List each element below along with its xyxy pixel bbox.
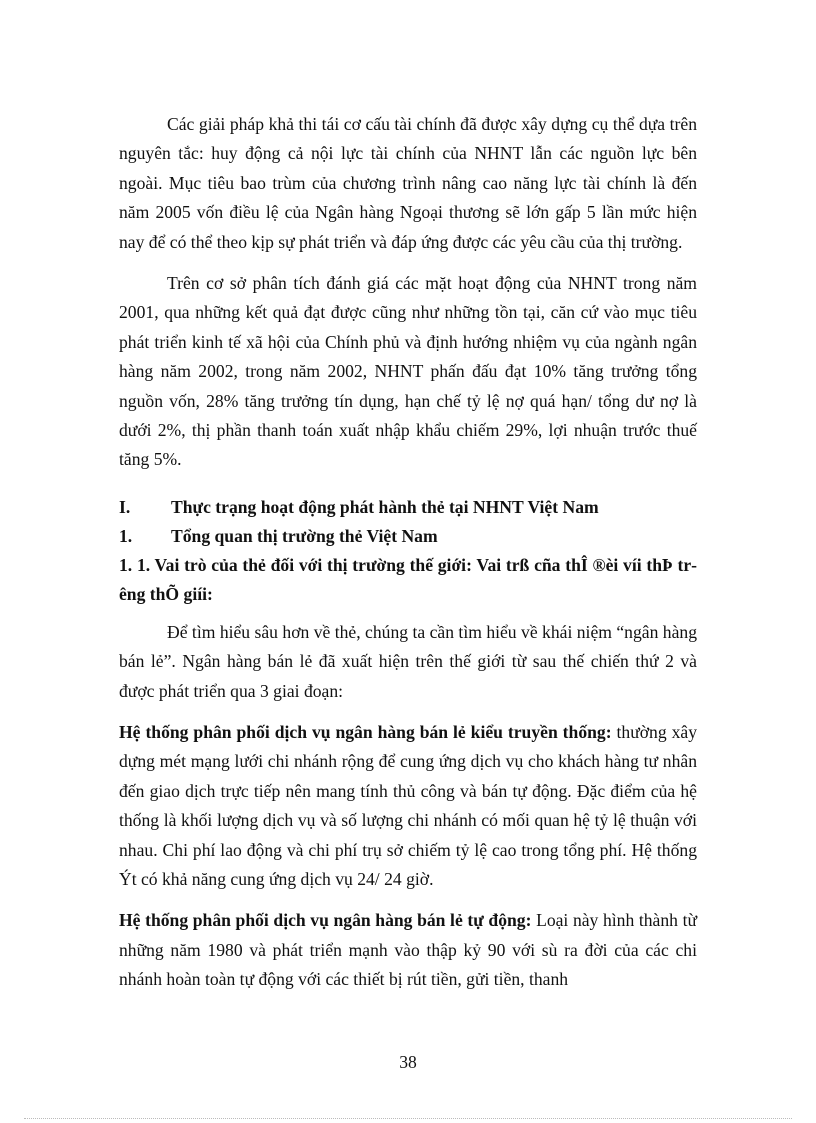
paragraph-body: thường xây dựng mét mạng lưới chi nhánh rộng để cung ứng dịch vụ cho khách hàng tư nhân đến giao dịch trực tiếp nên mang tính thủ công và bán tự động. Đặc điểm của hệ thống là khối lượng dịch vụ và số lượng chi nhánh có mối quan hệ tỷ lệ thuận với nhau. Chi phí lao động và chi phí trụ sở chiếm tỷ lệ cao trong tổng phí. Hệ thống Ýt có khả năng cung ứng dịch vụ 24/ 24 giờ. bbox=[119, 721, 697, 889]
subsection-heading-1 bbox=[119, 522, 697, 551]
section-heading-I bbox=[119, 493, 697, 522]
paragraph-body: Loại này hình thành từ những năm 1980 và phát triển mạnh vào thập kỷ 90 với sù ra đời của các chi nhánh hoàn toàn tự động với các thiết bị rút tiền, gửi tiền, thanh bbox=[119, 910, 697, 990]
subsubsection-heading-1-1: 1. 1. Vai trò của thẻ đối với thị trường thế giới: Vai trß cña thÎ ®èi víi thÞ trêng thÕ giíi: bbox=[119, 554, 697, 605]
page-content bbox=[119, 110, 697, 995]
page-number: 38 bbox=[399, 1052, 417, 1072]
paragraph-financial-restructuring: Các giải pháp khả thi tái cơ cấu tài chính đã được xây dựng cụ thể dựa trên nguyên tắc: huy động cả nội lực tài chính của NHNT lẫn các nguồn lực bên ngoài. Mục tiêu bao trùm của chương trình nâng cao năng lực tài chính là đến năm 2005 vốn điều lệ của Ngân hàng Ngoại thương sẽ lớn gấp 5 lần mức hiện nay để có thể theo kịp sự phát triển và đáp ứng được các yêu cầu của thị trường. bbox=[119, 114, 697, 252]
section-title: Thực trạng hoạt động phát hành thẻ tại NHNT Việt Nam bbox=[171, 496, 599, 517]
paragraph-traditional-system bbox=[119, 718, 697, 894]
paragraph-retail-banking-intro: Để tìm hiểu sâu hơn về thẻ, chúng ta cần tìm hiểu về khái niệm “ngân hàng bán lẻ”. Ngân hàng bán lẻ đã xuất hiện trên thế giới từ sau thế chiến thứ 2 và được phát triển qua 3 giai đoạn: bbox=[119, 621, 697, 701]
paragraph-lead-term: Hệ thống phân phối dịch vụ ngân hàng bán lẻ tự động: bbox=[119, 910, 532, 931]
paragraph-2002-targets: Trên cơ sở phân tích đánh giá các mặt hoạt động của NHNT trong năm 2001, qua những kết quả đạt được cũng như những tồn tại, căn cứ vào mục tiêu phát triển kinh tế xã hội của Chính phủ và định hướng nhiệm vụ của ngành ngân hàng năm 2002, trong năm 2002, NHNT phấn đấu đạt 10% tăng trưởng tổng nguồn vốn, 28% tăng trưởng tín dụng, hạn chế tỷ lệ nợ quá hạn/ tổng dư nợ là dưới 2%, thị phần thanh toán xuất nhập khẩu chiếm 29%, lợi nhuận trước thuế tăng 5%. bbox=[119, 273, 697, 470]
page-bottom-divider bbox=[24, 1118, 792, 1119]
paragraph-lead-term: Hệ thống phân phối dịch vụ ngân hàng bán lẻ kiểu truyền thống: bbox=[119, 721, 612, 742]
section-number: I. bbox=[119, 496, 131, 517]
subsection-title: Tổng quan thị trường thẻ Việt Nam bbox=[171, 525, 438, 546]
subsection-number: 1. bbox=[119, 525, 133, 546]
paragraph-automated-system bbox=[119, 906, 697, 994]
